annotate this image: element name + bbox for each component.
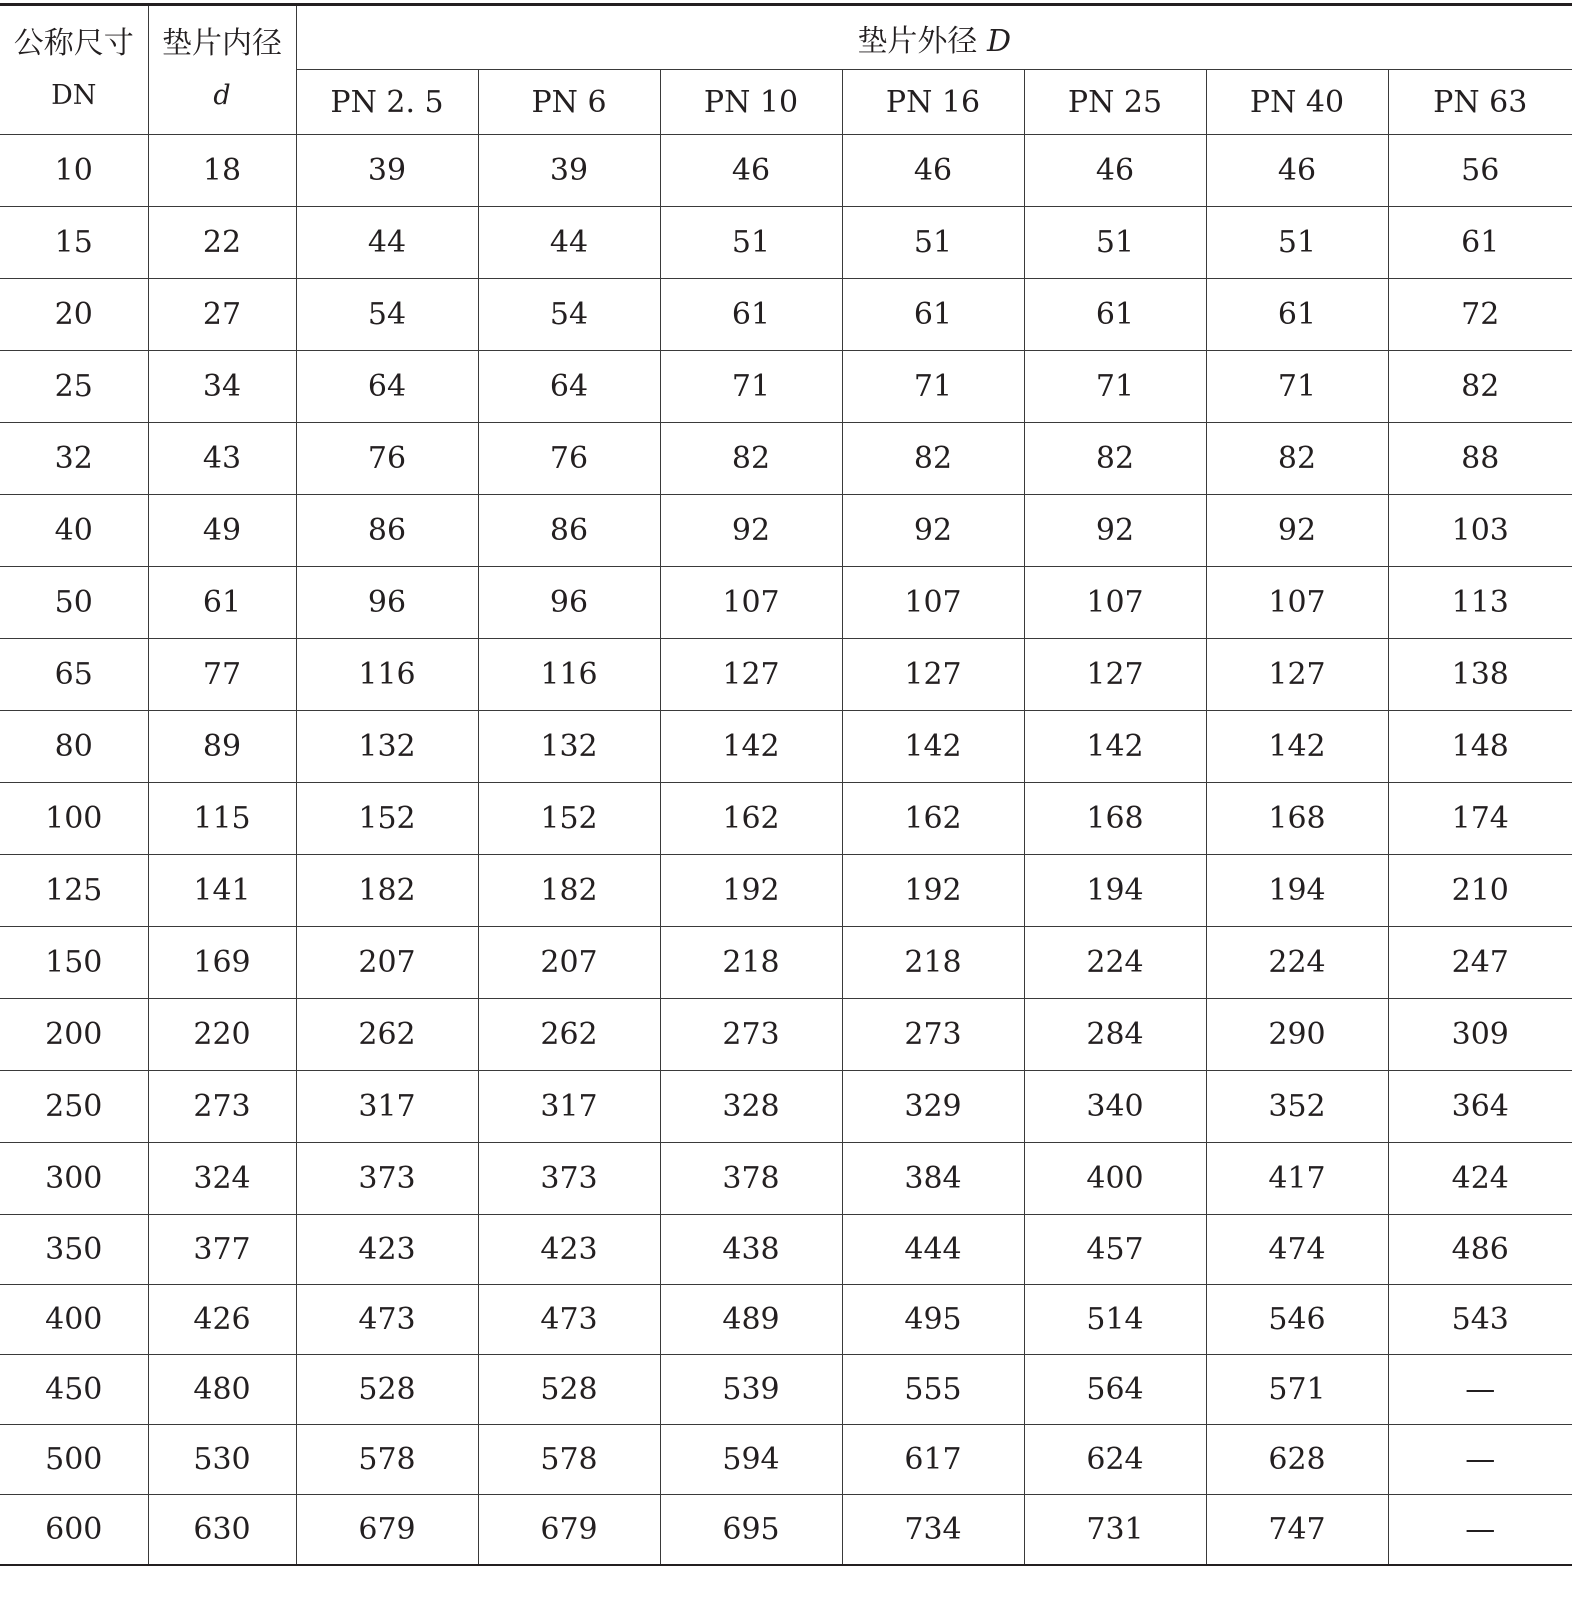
table-row bbox=[0, 567, 1572, 639]
cell-outer-diameter: 152 bbox=[478, 783, 660, 855]
cell-outer-diameter: — bbox=[1388, 1355, 1572, 1425]
table-row bbox=[0, 1071, 1572, 1143]
cell-inner-diameter: 630 bbox=[148, 1495, 296, 1565]
cell-nominal-size: 450 bbox=[0, 1355, 148, 1425]
header-row-top bbox=[0, 5, 1572, 70]
table-row bbox=[0, 855, 1572, 927]
cell-outer-diameter: 103 bbox=[1388, 495, 1572, 567]
cell-outer-diameter: 555 bbox=[842, 1355, 1024, 1425]
cell-outer-diameter: 679 bbox=[478, 1495, 660, 1565]
cell-nominal-size: 20 bbox=[0, 279, 148, 351]
cell-inner-diameter: 49 bbox=[148, 495, 296, 567]
cell-outer-diameter: 96 bbox=[478, 567, 660, 639]
cell-outer-diameter: 51 bbox=[842, 207, 1024, 279]
cell-outer-diameter: 76 bbox=[296, 423, 478, 495]
cell-outer-diameter: 71 bbox=[1024, 351, 1206, 423]
cell-outer-diameter: 148 bbox=[1388, 711, 1572, 783]
cell-outer-diameter: 152 bbox=[296, 783, 478, 855]
cell-outer-diameter: 44 bbox=[478, 207, 660, 279]
header-nominal-size bbox=[0, 5, 148, 135]
table-row bbox=[0, 351, 1572, 423]
cell-outer-diameter: 92 bbox=[660, 495, 842, 567]
cell-outer-diameter: 127 bbox=[842, 639, 1024, 711]
cell-outer-diameter: 192 bbox=[842, 855, 1024, 927]
cell-inner-diameter: 220 bbox=[148, 999, 296, 1071]
table-row bbox=[0, 495, 1572, 567]
cell-outer-diameter: 132 bbox=[296, 711, 478, 783]
cell-outer-diameter: 400 bbox=[1024, 1143, 1206, 1215]
cell-outer-diameter: 107 bbox=[660, 567, 842, 639]
cell-outer-diameter: 352 bbox=[1206, 1071, 1388, 1143]
cell-outer-diameter: 218 bbox=[660, 927, 842, 999]
cell-outer-diameter: 224 bbox=[1206, 927, 1388, 999]
cell-nominal-size: 200 bbox=[0, 999, 148, 1071]
header-inner-diameter bbox=[148, 5, 296, 135]
cell-outer-diameter: — bbox=[1388, 1495, 1572, 1565]
cell-outer-diameter: 46 bbox=[660, 135, 842, 207]
table-row bbox=[0, 279, 1572, 351]
cell-inner-diameter: 480 bbox=[148, 1355, 296, 1425]
cell-outer-diameter: 61 bbox=[1388, 207, 1572, 279]
cell-inner-diameter: 141 bbox=[148, 855, 296, 927]
cell-outer-diameter: 82 bbox=[660, 423, 842, 495]
cell-outer-diameter: 273 bbox=[842, 999, 1024, 1071]
cell-outer-diameter: 46 bbox=[1024, 135, 1206, 207]
cell-inner-diameter: 426 bbox=[148, 1285, 296, 1355]
cell-outer-diameter: 82 bbox=[1206, 423, 1388, 495]
header-pressure-class: PN 40 bbox=[1206, 70, 1388, 135]
cell-outer-diameter: 731 bbox=[1024, 1495, 1206, 1565]
cell-outer-diameter: 328 bbox=[660, 1071, 842, 1143]
cell-nominal-size: 300 bbox=[0, 1143, 148, 1215]
gasket-dimension-table bbox=[0, 3, 1572, 1566]
cell-outer-diameter: 162 bbox=[660, 783, 842, 855]
cell-outer-diameter: 194 bbox=[1024, 855, 1206, 927]
cell-outer-diameter: 46 bbox=[842, 135, 1024, 207]
cell-outer-diameter: 116 bbox=[478, 639, 660, 711]
cell-outer-diameter: 71 bbox=[1206, 351, 1388, 423]
cell-outer-diameter: 142 bbox=[660, 711, 842, 783]
cell-outer-diameter: 116 bbox=[296, 639, 478, 711]
cell-outer-diameter: 82 bbox=[1024, 423, 1206, 495]
cell-outer-diameter: 86 bbox=[296, 495, 478, 567]
cell-outer-diameter: 132 bbox=[478, 711, 660, 783]
cell-outer-diameter: 273 bbox=[660, 999, 842, 1071]
cell-outer-diameter: 51 bbox=[660, 207, 842, 279]
cell-outer-diameter: 96 bbox=[296, 567, 478, 639]
cell-outer-diameter: 578 bbox=[478, 1425, 660, 1495]
cell-outer-diameter: 284 bbox=[1024, 999, 1206, 1071]
cell-outer-diameter: 417 bbox=[1206, 1143, 1388, 1215]
table-row bbox=[0, 639, 1572, 711]
header-pressure-class: PN 6 bbox=[478, 70, 660, 135]
cell-outer-diameter: 61 bbox=[842, 279, 1024, 351]
cell-outer-diameter: 486 bbox=[1388, 1215, 1572, 1285]
cell-outer-diameter: 594 bbox=[660, 1425, 842, 1495]
cell-outer-diameter: 64 bbox=[296, 351, 478, 423]
cell-outer-diameter: 489 bbox=[660, 1285, 842, 1355]
cell-nominal-size: 25 bbox=[0, 351, 148, 423]
cell-outer-diameter: 473 bbox=[478, 1285, 660, 1355]
cell-outer-diameter: 539 bbox=[660, 1355, 842, 1425]
header-nominal-size-symbol: DN bbox=[51, 80, 97, 111]
cell-outer-diameter: 373 bbox=[296, 1143, 478, 1215]
cell-outer-diameter: 224 bbox=[1024, 927, 1206, 999]
cell-inner-diameter: 169 bbox=[148, 927, 296, 999]
cell-outer-diameter: 107 bbox=[1206, 567, 1388, 639]
cell-outer-diameter: — bbox=[1388, 1425, 1572, 1495]
cell-outer-diameter: 218 bbox=[842, 927, 1024, 999]
cell-outer-diameter: 373 bbox=[478, 1143, 660, 1215]
cell-outer-diameter: 262 bbox=[296, 999, 478, 1071]
cell-outer-diameter: 39 bbox=[478, 135, 660, 207]
cell-nominal-size: 15 bbox=[0, 207, 148, 279]
cell-outer-diameter: 734 bbox=[842, 1495, 1024, 1565]
cell-outer-diameter: 384 bbox=[842, 1143, 1024, 1215]
cell-outer-diameter: 76 bbox=[478, 423, 660, 495]
cell-inner-diameter: 115 bbox=[148, 783, 296, 855]
cell-outer-diameter: 82 bbox=[842, 423, 1024, 495]
cell-outer-diameter: 142 bbox=[842, 711, 1024, 783]
table-row bbox=[0, 1425, 1572, 1495]
cell-inner-diameter: 530 bbox=[148, 1425, 296, 1495]
cell-outer-diameter: 444 bbox=[842, 1215, 1024, 1285]
cell-outer-diameter: 113 bbox=[1388, 567, 1572, 639]
cell-outer-diameter: 423 bbox=[296, 1215, 478, 1285]
cell-nominal-size: 80 bbox=[0, 711, 148, 783]
cell-outer-diameter: 162 bbox=[842, 783, 1024, 855]
cell-outer-diameter: 438 bbox=[660, 1215, 842, 1285]
cell-outer-diameter: 142 bbox=[1206, 711, 1388, 783]
cell-outer-diameter: 423 bbox=[478, 1215, 660, 1285]
cell-outer-diameter: 92 bbox=[1024, 495, 1206, 567]
cell-inner-diameter: 89 bbox=[148, 711, 296, 783]
cell-outer-diameter: 628 bbox=[1206, 1425, 1388, 1495]
cell-outer-diameter: 174 bbox=[1388, 783, 1572, 855]
cell-outer-diameter: 457 bbox=[1024, 1215, 1206, 1285]
cell-outer-diameter: 679 bbox=[296, 1495, 478, 1565]
cell-outer-diameter: 378 bbox=[660, 1143, 842, 1215]
cell-nominal-size: 600 bbox=[0, 1495, 148, 1565]
cell-outer-diameter: 56 bbox=[1388, 135, 1572, 207]
cell-nominal-size: 150 bbox=[0, 927, 148, 999]
cell-inner-diameter: 18 bbox=[148, 135, 296, 207]
cell-outer-diameter: 92 bbox=[1206, 495, 1388, 567]
cell-outer-diameter: 329 bbox=[842, 1071, 1024, 1143]
header-pressure-class: PN 63 bbox=[1388, 70, 1572, 135]
cell-outer-diameter: 514 bbox=[1024, 1285, 1206, 1355]
cell-outer-diameter: 127 bbox=[1206, 639, 1388, 711]
cell-outer-diameter: 262 bbox=[478, 999, 660, 1071]
header-inner-diameter-symbol: d bbox=[213, 80, 231, 111]
cell-outer-diameter: 71 bbox=[842, 351, 1024, 423]
cell-outer-diameter: 617 bbox=[842, 1425, 1024, 1495]
cell-outer-diameter: 528 bbox=[296, 1355, 478, 1425]
cell-outer-diameter: 168 bbox=[1206, 783, 1388, 855]
cell-outer-diameter: 72 bbox=[1388, 279, 1572, 351]
table-row bbox=[0, 423, 1572, 495]
cell-outer-diameter: 61 bbox=[660, 279, 842, 351]
cell-nominal-size: 350 bbox=[0, 1215, 148, 1285]
cell-inner-diameter: 377 bbox=[148, 1215, 296, 1285]
cell-outer-diameter: 51 bbox=[1206, 207, 1388, 279]
cell-outer-diameter: 127 bbox=[1024, 639, 1206, 711]
cell-outer-diameter: 46 bbox=[1206, 135, 1388, 207]
cell-outer-diameter: 207 bbox=[478, 927, 660, 999]
cell-nominal-size: 10 bbox=[0, 135, 148, 207]
header-pressure-class: PN 25 bbox=[1024, 70, 1206, 135]
cell-outer-diameter: 747 bbox=[1206, 1495, 1388, 1565]
cell-outer-diameter: 82 bbox=[1388, 351, 1572, 423]
cell-outer-diameter: 424 bbox=[1388, 1143, 1572, 1215]
cell-outer-diameter: 528 bbox=[478, 1355, 660, 1425]
cell-outer-diameter: 142 bbox=[1024, 711, 1206, 783]
cell-outer-diameter: 364 bbox=[1388, 1071, 1572, 1143]
cell-outer-diameter: 107 bbox=[1024, 567, 1206, 639]
cell-inner-diameter: 27 bbox=[148, 279, 296, 351]
cell-inner-diameter: 34 bbox=[148, 351, 296, 423]
cell-outer-diameter: 88 bbox=[1388, 423, 1572, 495]
cell-outer-diameter: 44 bbox=[296, 207, 478, 279]
cell-nominal-size: 65 bbox=[0, 639, 148, 711]
cell-inner-diameter: 77 bbox=[148, 639, 296, 711]
table-row bbox=[0, 1215, 1572, 1285]
cell-outer-diameter: 543 bbox=[1388, 1285, 1572, 1355]
table-row bbox=[0, 783, 1572, 855]
cell-outer-diameter: 290 bbox=[1206, 999, 1388, 1071]
table-row bbox=[0, 135, 1572, 207]
cell-nominal-size: 40 bbox=[0, 495, 148, 567]
cell-outer-diameter: 64 bbox=[478, 351, 660, 423]
cell-outer-diameter: 571 bbox=[1206, 1355, 1388, 1425]
cell-inner-diameter: 273 bbox=[148, 1071, 296, 1143]
cell-outer-diameter: 61 bbox=[1024, 279, 1206, 351]
cell-outer-diameter: 127 bbox=[660, 639, 842, 711]
cell-nominal-size: 32 bbox=[0, 423, 148, 495]
header-outer-diameter bbox=[296, 5, 1572, 70]
cell-nominal-size: 250 bbox=[0, 1071, 148, 1143]
cell-outer-diameter: 192 bbox=[660, 855, 842, 927]
cell-outer-diameter: 168 bbox=[1024, 783, 1206, 855]
cell-outer-diameter: 61 bbox=[1206, 279, 1388, 351]
cell-outer-diameter: 182 bbox=[478, 855, 660, 927]
table-row bbox=[0, 711, 1572, 783]
table-body bbox=[0, 135, 1572, 1565]
cell-outer-diameter: 71 bbox=[660, 351, 842, 423]
cell-outer-diameter: 317 bbox=[478, 1071, 660, 1143]
cell-outer-diameter: 138 bbox=[1388, 639, 1572, 711]
cell-outer-diameter: 546 bbox=[1206, 1285, 1388, 1355]
cell-outer-diameter: 194 bbox=[1206, 855, 1388, 927]
cell-outer-diameter: 210 bbox=[1388, 855, 1572, 927]
cell-outer-diameter: 107 bbox=[842, 567, 1024, 639]
header-inner-diameter-label: 垫片内径 bbox=[162, 26, 282, 61]
cell-outer-diameter: 92 bbox=[842, 495, 1024, 567]
table-row bbox=[0, 1495, 1572, 1565]
cell-outer-diameter: 309 bbox=[1388, 999, 1572, 1071]
cell-outer-diameter: 39 bbox=[296, 135, 478, 207]
header-outer-diameter-label: 垫片外径 bbox=[857, 23, 978, 59]
table-row bbox=[0, 927, 1572, 999]
header-pressure-class: PN 10 bbox=[660, 70, 842, 135]
header-pressure-class: PN 16 bbox=[842, 70, 1024, 135]
cell-nominal-size: 400 bbox=[0, 1285, 148, 1355]
cell-outer-diameter: 495 bbox=[842, 1285, 1024, 1355]
header-nominal-size-label: 公称尺寸 bbox=[13, 26, 134, 61]
cell-nominal-size: 50 bbox=[0, 567, 148, 639]
cell-outer-diameter: 86 bbox=[478, 495, 660, 567]
cell-outer-diameter: 695 bbox=[660, 1495, 842, 1565]
cell-outer-diameter: 578 bbox=[296, 1425, 478, 1495]
cell-nominal-size: 500 bbox=[0, 1425, 148, 1495]
cell-outer-diameter: 473 bbox=[296, 1285, 478, 1355]
cell-outer-diameter: 54 bbox=[478, 279, 660, 351]
header-outer-diameter-symbol: D bbox=[986, 23, 1012, 59]
cell-outer-diameter: 564 bbox=[1024, 1355, 1206, 1425]
table-row bbox=[0, 1285, 1572, 1355]
table-row bbox=[0, 999, 1572, 1071]
cell-outer-diameter: 207 bbox=[296, 927, 478, 999]
cell-outer-diameter: 51 bbox=[1024, 207, 1206, 279]
cell-inner-diameter: 43 bbox=[148, 423, 296, 495]
cell-outer-diameter: 624 bbox=[1024, 1425, 1206, 1495]
cell-inner-diameter: 324 bbox=[148, 1143, 296, 1215]
cell-inner-diameter: 61 bbox=[148, 567, 296, 639]
cell-nominal-size: 125 bbox=[0, 855, 148, 927]
cell-outer-diameter: 182 bbox=[296, 855, 478, 927]
cell-inner-diameter: 22 bbox=[148, 207, 296, 279]
table-row bbox=[0, 1355, 1572, 1425]
cell-outer-diameter: 54 bbox=[296, 279, 478, 351]
cell-outer-diameter: 317 bbox=[296, 1071, 478, 1143]
cell-outer-diameter: 340 bbox=[1024, 1071, 1206, 1143]
cell-nominal-size: 100 bbox=[0, 783, 148, 855]
cell-outer-diameter: 247 bbox=[1388, 927, 1572, 999]
table-row bbox=[0, 207, 1572, 279]
table-row bbox=[0, 1143, 1572, 1215]
cell-outer-diameter: 474 bbox=[1206, 1215, 1388, 1285]
header-pressure-class: PN 2. 5 bbox=[296, 70, 478, 135]
